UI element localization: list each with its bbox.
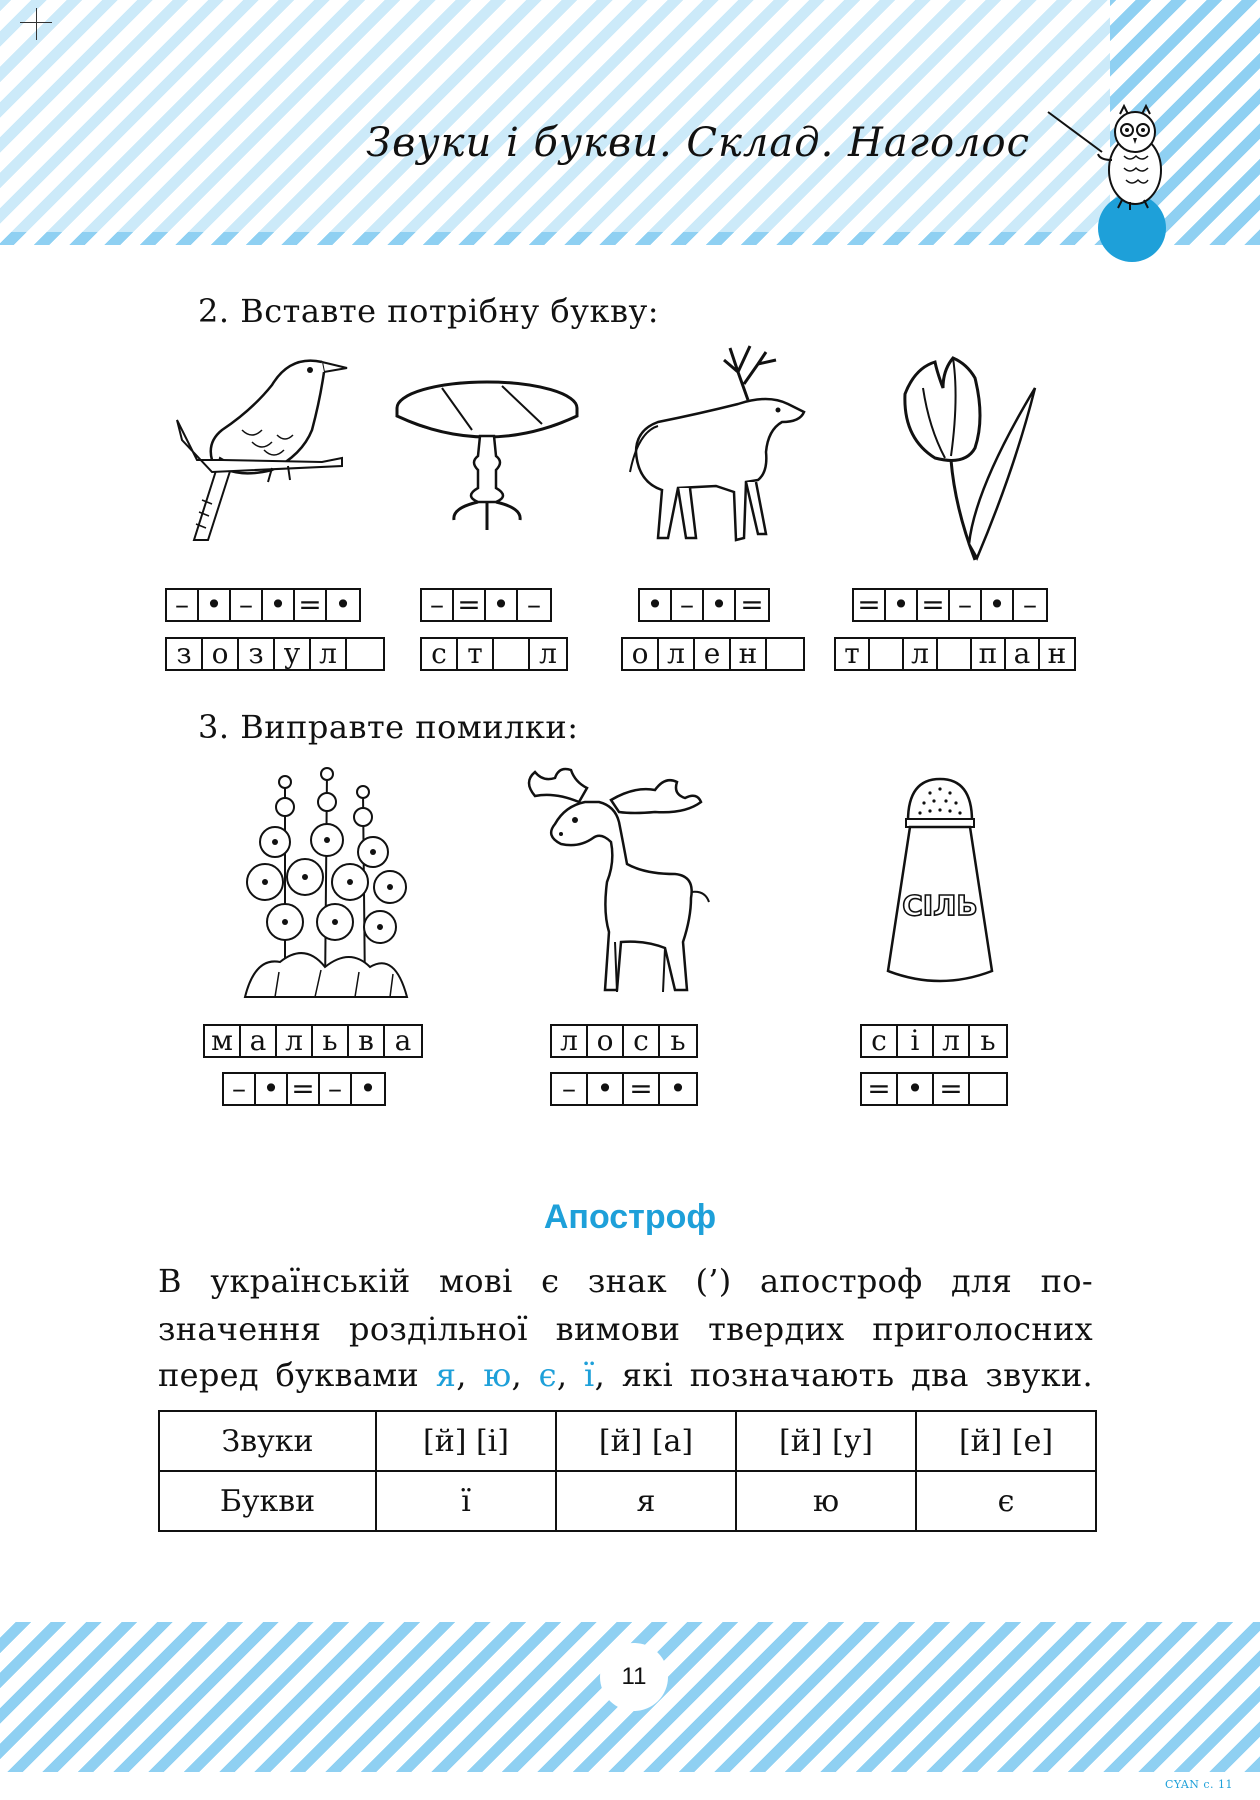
page-title: Звуки і букви. Склад. Наголос	[366, 120, 1030, 166]
scheme-cell: =	[854, 590, 886, 620]
letter-cell: л	[539, 637, 557, 670]
paragraph-line: В українській мові є знак (’) апостроф для по-	[158, 1262, 1093, 1300]
word-cuckoo	[165, 637, 385, 671]
letter-blank[interactable]	[870, 639, 904, 669]
moose-picture	[515, 762, 725, 1006]
letter-highlight: я	[435, 1356, 457, 1394]
letter-cell: л	[277, 1026, 313, 1056]
salt-label: СІЛЬ	[902, 889, 978, 922]
scheme-cell: •	[982, 590, 1014, 620]
letter-cell: і	[898, 1026, 934, 1056]
word-mallow	[203, 1024, 423, 1058]
table-cell: [й] [і]	[376, 1411, 556, 1471]
scheme-cell: •	[199, 590, 231, 620]
scheme-cell: •	[486, 590, 518, 620]
deer-picture	[618, 342, 810, 552]
scheme-cell: –	[231, 590, 263, 620]
letter-cell: л	[904, 639, 938, 669]
table-row	[159, 1471, 1096, 1531]
crop-mark	[20, 22, 52, 23]
page-number: 11	[600, 1643, 668, 1711]
paragraph-line: значення роздільної вимови твердих приголосних	[158, 1310, 1093, 1348]
letter-cell: у	[275, 639, 311, 669]
sound-scheme-table	[420, 588, 552, 622]
word-table	[420, 637, 568, 671]
print-mark: CYAN с. 11	[1165, 1778, 1234, 1791]
scheme-cell: –	[527, 588, 541, 621]
letter-cell: т	[458, 639, 494, 669]
letter-cell: з	[167, 639, 203, 669]
table-cell: ї	[376, 1471, 556, 1531]
paragraph-line: перед буквами я, ю, є, ї, які позначають два звуки.	[158, 1356, 1093, 1394]
letter-highlight: ї	[584, 1356, 595, 1394]
letter-cell: п	[972, 639, 1006, 669]
table-cell: я	[556, 1471, 736, 1531]
table-cell: [й] [у]	[736, 1411, 916, 1471]
cuckoo-picture	[172, 350, 372, 550]
mallow-flowers-picture	[235, 762, 415, 1002]
letter-cell: з	[239, 639, 275, 669]
letter-cell: о	[588, 1026, 624, 1056]
letter-cell: н	[731, 639, 767, 669]
sound-scheme-tulip	[852, 588, 1048, 622]
letter-cell: ь	[313, 1026, 349, 1056]
letter-cell: л	[659, 639, 695, 669]
table-picture	[392, 378, 582, 538]
sound-scheme-salt	[860, 1072, 1008, 1106]
letter-blank[interactable]	[938, 639, 972, 669]
letter-cell: о	[623, 639, 659, 669]
scheme-cell: =	[918, 590, 950, 620]
letter-cell: ь	[980, 1024, 996, 1057]
text: , які позначають два звуки.	[594, 1356, 1093, 1394]
scheme-cell: –	[422, 590, 454, 620]
letter-cell: л	[311, 639, 347, 669]
scheme-cell: =	[934, 1074, 970, 1104]
table-cell: є	[916, 1471, 1096, 1531]
scheme-cell	[970, 1074, 1006, 1104]
scheme-cell: –	[950, 590, 982, 620]
scheme-cell: •	[704, 590, 736, 620]
tulip-picture	[895, 348, 1045, 566]
letter-highlight: ю	[483, 1356, 512, 1394]
scheme-cell: =	[740, 588, 764, 621]
letter-cell: о	[203, 639, 239, 669]
scheme-cell: –	[672, 590, 704, 620]
letter-highlight: є	[538, 1356, 557, 1394]
scheme-cell: •	[588, 1074, 624, 1104]
table-row	[159, 1411, 1096, 1471]
letter-blank[interactable]	[347, 639, 383, 669]
word-deer	[621, 637, 805, 671]
letter-cell: в	[349, 1026, 385, 1056]
task-2-title: 2. Вставте потрібну букву:	[198, 292, 660, 330]
scheme-cell: •	[886, 590, 918, 620]
word-tulip	[834, 637, 1076, 671]
letter-cell: т	[836, 639, 870, 669]
word-moose	[550, 1024, 698, 1058]
scheme-cell: •	[263, 590, 295, 620]
scheme-cell: –	[1023, 588, 1037, 621]
owl-mascot-icon	[1040, 100, 1180, 265]
scheme-cell: •	[669, 1072, 687, 1105]
sound-scheme-cuckoo	[165, 588, 361, 622]
table-cell: Букви	[159, 1471, 376, 1531]
scheme-cell: =	[624, 1074, 660, 1104]
table-cell: [й] [а]	[556, 1411, 736, 1471]
letter-cell: м	[205, 1026, 241, 1056]
scheme-cell: =	[288, 1074, 320, 1104]
section-heading: Апостроф	[543, 1198, 717, 1236]
table-cell: [й] [е]	[916, 1411, 1096, 1471]
scheme-cell: =	[862, 1074, 898, 1104]
scheme-cell: •	[359, 1072, 377, 1105]
sound-scheme-moose	[550, 1072, 698, 1106]
scheme-cell: –	[552, 1074, 588, 1104]
scheme-cell: –	[224, 1074, 256, 1104]
word-salt	[860, 1024, 1008, 1058]
text: перед буквами	[158, 1356, 436, 1394]
letter-blank[interactable]	[494, 639, 530, 669]
letter-cell: с	[862, 1026, 898, 1056]
header-panel	[0, 0, 1110, 232]
letter-cell: л	[934, 1026, 970, 1056]
letter-cell: ь	[670, 1024, 686, 1057]
letter-cell: а	[394, 1024, 412, 1057]
table-cell: Звуки	[159, 1411, 376, 1471]
table-cell: ю	[736, 1471, 916, 1531]
letter-cell: с	[422, 639, 458, 669]
letter-cell: е	[695, 639, 731, 669]
scheme-cell: •	[898, 1074, 934, 1104]
scheme-cell: –	[320, 1074, 352, 1104]
letter-cell: л	[552, 1026, 588, 1056]
scheme-cell: –	[167, 590, 199, 620]
scheme-cell: •	[256, 1074, 288, 1104]
sound-scheme-mallow	[222, 1072, 386, 1106]
letter-cell: а	[1006, 639, 1040, 669]
task-3-title: 3. Виправте помилки:	[198, 708, 579, 746]
letter-cell: н	[1047, 637, 1067, 670]
crop-mark	[36, 8, 37, 40]
letter-cell: а	[241, 1026, 277, 1056]
letter-cell: с	[624, 1026, 660, 1056]
salt-shaker-picture	[880, 775, 1000, 995]
sounds-letters-table	[158, 1410, 1097, 1532]
scheme-cell: •	[640, 590, 672, 620]
sound-scheme-deer	[638, 588, 770, 622]
scheme-cell: •	[334, 588, 352, 621]
scheme-cell: =	[454, 590, 486, 620]
letter-blank[interactable]	[767, 639, 803, 669]
scheme-cell: =	[295, 590, 327, 620]
